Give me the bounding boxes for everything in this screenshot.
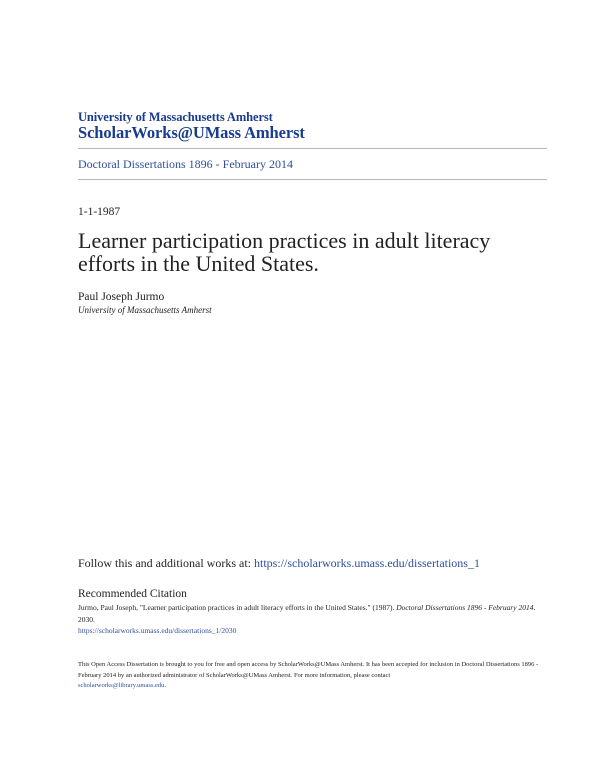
repository-name[interactable]: ScholarWorks@UMass Amherst (78, 123, 305, 142)
author-affiliation: University of Massachusetts Amherst (78, 305, 212, 315)
open-access-text: This Open Access Dissertation is brought to you for free and open access by ScholarWorks@UMass Amherst. It has been accepted for inclusion in Doctoral Dissertations 1896 - February 2014 by an authorized administrator of ScholarWorks@UMass Amherst. For more information, please contact (78, 661, 539, 679)
citation-journal: Doctoral Dissertations 1896 - February 2014 (396, 603, 534, 612)
contact-email-link[interactable]: scholarworks@library.umass.edu (78, 682, 165, 689)
series-divider (78, 179, 547, 180)
recommended-citation-heading: Recommended Citation (78, 588, 187, 600)
document-title: Learner participation practices in adult literacy efforts in the United States. (78, 228, 491, 276)
follow-line (78, 556, 480, 571)
citation-number: . 2030. (78, 603, 536, 624)
open-access-notice (78, 660, 548, 692)
citation-text: Jurmo, Paul Joseph, "Learner participation practices in adult literacy efforts in the United States." (1987). (78, 603, 395, 612)
follow-label: Follow this and additional works at: (78, 556, 251, 570)
series-link[interactable]: Doctoral Dissertations 1896 - February 2014 (78, 157, 293, 171)
university-name: University of Massachusetts Amherst (78, 110, 273, 124)
recommended-citation-body (78, 602, 548, 637)
author-name: Paul Joseph Jurmo (78, 291, 165, 303)
citation-link[interactable]: https://scholarworks.umass.edu/dissertations_1/2030 (78, 626, 237, 635)
open-access-end: . (164, 682, 167, 689)
top-divider (78, 148, 547, 149)
follow-link[interactable]: https://scholarworks.umass.edu/dissertations_1 (254, 556, 480, 570)
publication-date: 1-1-1987 (78, 206, 121, 218)
